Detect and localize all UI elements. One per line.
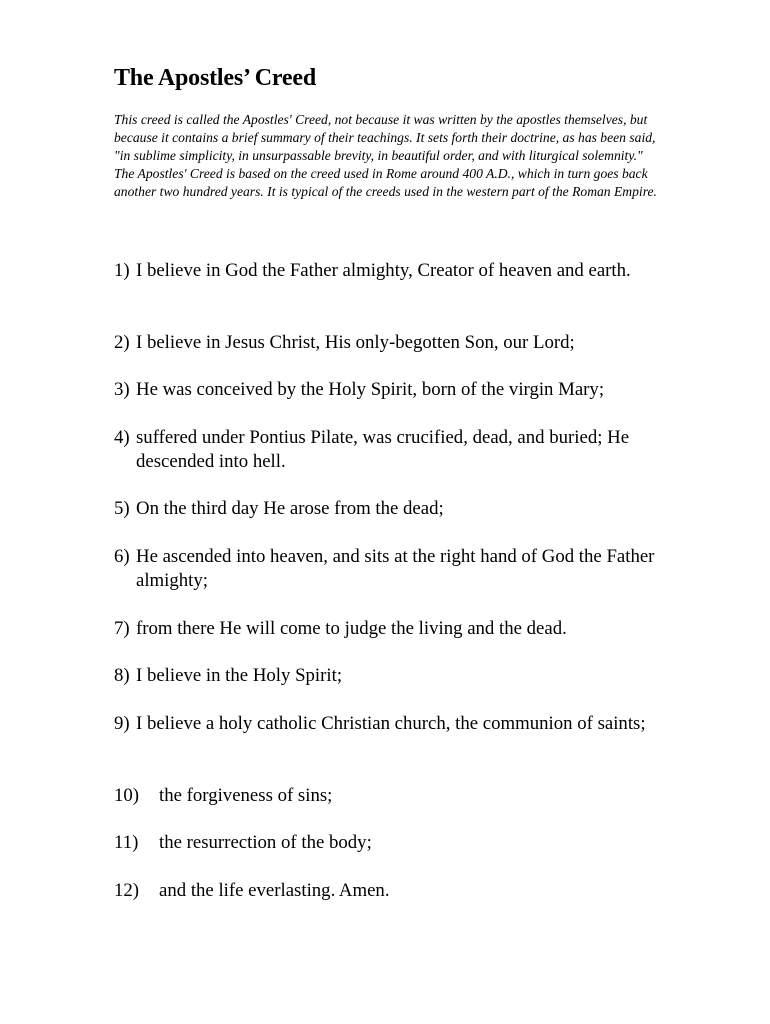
creed-item-number: 12) xyxy=(114,880,140,901)
intro-paragraph: This creed is called the Apostles' Creed, not because it was written by the apostles themselves, but because it contains a brief summary of their teachings. It sets forth their doctrine, as has been said, "in sublime simplicity, in unsurpassable brevity, in beautiful order, and with liturgical solemnity." The Apostles' Creed is based on the creed used in Rome around 400 A.D., which in turn goes back another two hundred years. It is typical of the creeds used in the western part of the Roman Empire. xyxy=(114,112,657,199)
creed-item-9 xyxy=(114,712,674,736)
creed-item-10 xyxy=(114,784,674,808)
creed-item-7 xyxy=(114,617,674,641)
creed-item-number: 5) xyxy=(114,498,130,519)
creed-item-text: He ascended into heaven, and sits at the right hand of God the Father almighty; xyxy=(136,546,655,591)
creed-item-text: He was conceived by the Holy Spirit, born of the virgin Mary; xyxy=(136,379,605,400)
creed-item-number: 8) xyxy=(114,665,130,686)
creed-item-12 xyxy=(114,879,674,903)
creed-item-number: 11) xyxy=(114,832,139,853)
creed-item-number: 2) xyxy=(114,332,130,353)
creed-item-5 xyxy=(114,497,674,521)
creed-item-text: I believe in the Holy Spirit; xyxy=(136,665,343,686)
creed-item-6 xyxy=(114,545,674,593)
creed-item-text: I believe a holy catholic Christian church, the communion of saints; xyxy=(136,713,646,734)
creed-item-text: suffered under Pontius Pilate, was crucified, dead, and buried; He descended into hell. xyxy=(136,427,630,472)
creed-item-text: from there He will come to judge the living and the dead. xyxy=(136,618,567,639)
creed-item-text: I believe in Jesus Christ, His only-begotten Son, our Lord; xyxy=(136,332,575,353)
creed-item-3 xyxy=(114,378,674,402)
creed-item-8 xyxy=(114,664,674,688)
creed-item-number: 3) xyxy=(114,379,130,400)
page-title: The Apostles’ Creed xyxy=(114,65,316,91)
creed-item-number: 7) xyxy=(114,618,130,639)
creed-item-1 xyxy=(114,259,674,283)
creed-item-2 xyxy=(114,331,674,355)
creed-item-text: the resurrection of the body; xyxy=(159,832,372,853)
creed-item-text: On the third day He arose from the dead; xyxy=(136,498,444,519)
creed-item-text: I believe in God the Father almighty, Creator of heaven and earth. xyxy=(136,260,631,281)
creed-item-number: 9) xyxy=(114,713,130,734)
creed-item-number: 6) xyxy=(114,546,130,567)
creed-item-4 xyxy=(114,426,674,474)
creed-item-text: the forgiveness of sins; xyxy=(159,785,333,806)
creed-item-number: 10) xyxy=(114,785,140,806)
creed-item-11 xyxy=(114,831,674,855)
creed-item-number: 4) xyxy=(114,427,130,448)
creed-item-number: 1) xyxy=(114,260,130,281)
creed-item-text: and the life everlasting. Amen. xyxy=(159,880,390,901)
